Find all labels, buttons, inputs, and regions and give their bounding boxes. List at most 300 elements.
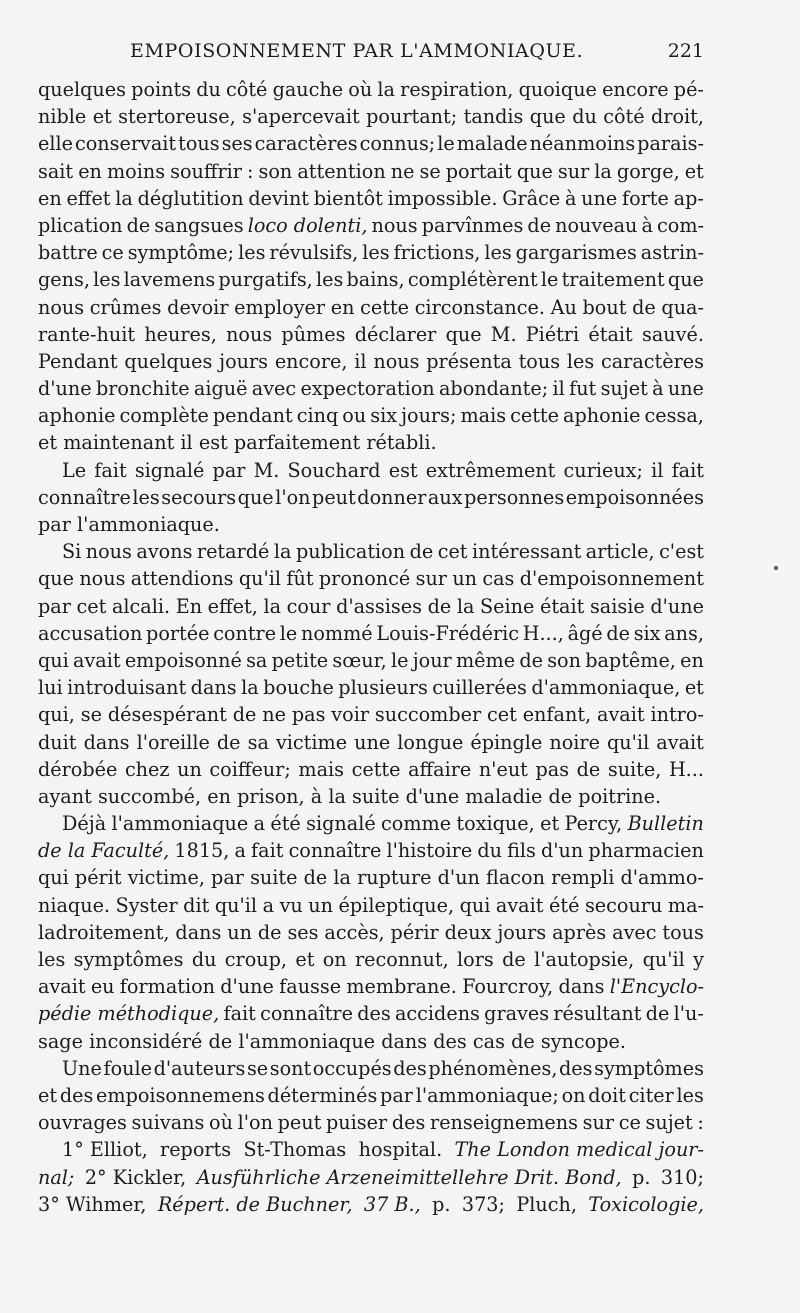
word: en <box>38 186 62 210</box>
word: intéressant <box>472 540 582 564</box>
word: bains, <box>346 268 405 292</box>
word: jours; <box>401 404 457 428</box>
word: encore, <box>274 349 348 373</box>
text-line <box>38 810 704 837</box>
word: : <box>247 159 254 183</box>
word: chez <box>124 757 170 781</box>
word: qui, <box>38 703 75 727</box>
word: battre <box>38 241 98 265</box>
text-line <box>38 701 704 728</box>
word: mais <box>460 404 507 428</box>
text-line <box>38 76 704 103</box>
word: prison, <box>237 784 305 808</box>
word: gorge, <box>616 159 680 183</box>
word: l'oreille <box>136 730 210 754</box>
word: d'empoisonnement <box>519 567 704 591</box>
word: formation <box>119 975 216 999</box>
word: côté <box>226 78 268 101</box>
word: symptôme; <box>127 241 235 265</box>
word: sur <box>415 567 447 591</box>
word: nible <box>38 105 87 129</box>
word: il <box>354 349 367 373</box>
word: nous <box>226 322 273 346</box>
word: reconnut, <box>355 948 449 971</box>
word: conservait <box>74 132 177 156</box>
word: connaître <box>288 839 382 863</box>
word: cet <box>76 594 107 618</box>
word: frictions, <box>393 241 481 265</box>
word: avait <box>495 893 544 917</box>
word: d'un <box>541 839 584 863</box>
word: le <box>390 648 409 672</box>
word: baptême, <box>585 648 676 672</box>
word: syncope. <box>540 1029 626 1053</box>
word: ses <box>221 132 253 156</box>
word: nous <box>371 213 418 237</box>
word: encore <box>602 78 669 101</box>
word: périr <box>390 920 439 944</box>
word: prononcé <box>318 567 411 591</box>
word: Répert. de Buchner, <box>157 1192 353 1216</box>
word: de <box>548 784 573 808</box>
word: rétabli. <box>366 431 437 455</box>
word: déclarer <box>354 322 437 346</box>
word: il <box>651 458 664 482</box>
word: gargarismes <box>515 241 637 265</box>
word: droit, <box>651 105 704 129</box>
word: gens, <box>38 268 90 292</box>
word: d'une <box>38 377 92 401</box>
word: saisie <box>589 594 645 618</box>
word: pé- <box>673 78 704 101</box>
word: p. <box>632 1165 651 1189</box>
word: citer <box>628 1083 674 1107</box>
word: puiser <box>326 1111 388 1135</box>
word: points <box>131 78 192 101</box>
word: Piétri <box>525 322 580 346</box>
word: sœur, <box>332 648 387 672</box>
page-number: 221 <box>667 40 704 62</box>
word: peut <box>312 485 356 509</box>
word: extrêmement <box>425 458 556 482</box>
word: de <box>502 948 526 971</box>
word: comme <box>381 812 452 836</box>
word: dans <box>175 920 222 944</box>
word: croup, <box>224 948 288 971</box>
word: par <box>38 513 71 536</box>
word: les <box>38 948 66 971</box>
word: sujet <box>645 1111 693 1135</box>
word: empoisonnemens <box>96 1083 265 1107</box>
word: la <box>273 540 292 564</box>
text-line <box>38 402 704 429</box>
word: a <box>262 893 275 917</box>
word: les <box>676 1083 704 1107</box>
word: Ausführliche Arzeneimittellehre Drit. Bond, <box>196 1165 622 1189</box>
word: fût <box>286 567 314 591</box>
word: rante-huit <box>38 322 136 346</box>
word: à <box>564 186 577 210</box>
word: dans <box>83 730 130 754</box>
word: avec <box>612 920 657 944</box>
word: Pluch, <box>516 1192 577 1216</box>
word: dans <box>381 1029 428 1053</box>
word: rempli <box>551 866 615 890</box>
text-line <box>38 212 704 239</box>
word: les <box>566 349 595 373</box>
word: été <box>270 812 301 836</box>
word: aphonie <box>563 404 641 428</box>
word: lavemens <box>123 268 216 292</box>
word: portée <box>146 621 210 645</box>
word: aphonie <box>38 404 116 428</box>
text-line <box>38 130 704 157</box>
word: qu'il <box>642 948 685 971</box>
text-line <box>38 348 704 375</box>
word: d'assises <box>336 594 422 618</box>
word: un <box>452 567 478 591</box>
word: en <box>680 648 704 672</box>
word: était <box>539 594 585 618</box>
word: succombé, <box>97 784 202 808</box>
word: y <box>693 948 704 971</box>
word: forte <box>621 186 669 210</box>
word: que <box>667 268 704 292</box>
word: niaque. <box>38 893 111 917</box>
word: tous <box>178 132 220 156</box>
text-line <box>38 973 704 1000</box>
word: de <box>632 295 656 319</box>
text-line <box>38 647 704 674</box>
word: enfant, <box>522 703 592 727</box>
word: 1815, <box>174 839 230 863</box>
word: une <box>667 377 704 401</box>
word: petite <box>271 648 329 672</box>
word: la <box>377 78 395 101</box>
word: cinq <box>296 404 339 428</box>
word: malade <box>456 132 528 156</box>
word: vu <box>279 893 303 917</box>
word: les <box>93 268 121 292</box>
word: complète <box>119 404 209 428</box>
word: qu'il <box>238 567 282 591</box>
word: Louis-Frédéric <box>376 621 520 645</box>
word: âgé <box>567 621 603 645</box>
word: connaître <box>38 485 131 509</box>
word: caractères <box>254 132 358 156</box>
word: article, <box>585 540 655 564</box>
word: jours <box>497 920 547 944</box>
text-line <box>38 1164 704 1191</box>
text-line <box>38 511 704 538</box>
word: sur <box>582 1111 615 1135</box>
word: reports <box>160 1138 232 1162</box>
word: pas <box>535 757 570 781</box>
word: complétèrent <box>407 268 538 292</box>
word: ce <box>101 241 124 265</box>
word: alcali. <box>111 594 171 618</box>
word: contre <box>213 621 277 645</box>
word: cas <box>472 1029 505 1053</box>
word: bientôt <box>313 186 383 210</box>
word: la <box>594 159 612 183</box>
word: qui <box>38 648 69 672</box>
word: des <box>391 1111 426 1135</box>
word: Souchard <box>287 458 381 482</box>
word: qua- <box>661 295 704 319</box>
word: Bulletin <box>627 812 704 836</box>
word: l'autopsie, <box>534 948 635 971</box>
word: la <box>241 676 259 700</box>
word: la <box>263 594 282 618</box>
word: par <box>38 594 71 618</box>
word: et <box>684 159 704 183</box>
word: de <box>606 621 630 645</box>
word: un <box>308 893 334 917</box>
word: de la Faculté, <box>38 839 170 863</box>
word: ne <box>262 703 286 727</box>
word: de <box>576 757 601 781</box>
text-line <box>38 1082 704 1109</box>
word: publication <box>295 540 406 564</box>
word: connus; <box>359 132 436 156</box>
word: sa <box>246 648 268 672</box>
word: les <box>315 268 344 292</box>
word: tandis <box>463 105 524 129</box>
word: ap- <box>673 186 704 210</box>
word: d'une <box>650 594 704 618</box>
word: ma- <box>667 893 704 917</box>
word: c'est <box>659 540 704 564</box>
text-line <box>38 892 704 919</box>
word: connaître <box>260 1002 353 1026</box>
word: victime, <box>127 866 205 890</box>
word: six <box>370 404 398 428</box>
word: l'ammoniaque <box>238 1029 376 1053</box>
word: son <box>258 159 293 183</box>
word: En <box>175 594 203 618</box>
word: secouru <box>584 893 663 917</box>
word: cas <box>482 567 515 591</box>
text-line <box>38 837 704 864</box>
text-line <box>38 864 704 891</box>
word: que <box>38 567 74 591</box>
word: en <box>78 159 102 183</box>
word: : <box>697 1111 704 1135</box>
word: gauche <box>272 78 344 101</box>
word: de <box>511 1029 535 1053</box>
word: deux <box>444 920 492 944</box>
word: secours <box>161 485 237 509</box>
word: astrin- <box>640 241 704 265</box>
word: périt <box>74 866 122 890</box>
word: portait <box>445 159 512 183</box>
word: fut <box>569 377 597 401</box>
word: poitrine. <box>578 784 662 808</box>
word: la <box>115 186 133 210</box>
word: du <box>191 948 217 971</box>
word: avait <box>38 975 86 999</box>
word: déterminés <box>267 1083 378 1107</box>
word: de <box>303 866 328 890</box>
word: fausse <box>279 975 342 999</box>
word: dans <box>190 676 237 700</box>
word: suite, <box>607 757 662 781</box>
text-line <box>38 1028 704 1055</box>
word: victime <box>275 730 348 754</box>
word: nommé <box>301 621 373 645</box>
word: duit <box>38 730 77 754</box>
word: nous <box>373 349 420 373</box>
word: qu'il <box>214 893 258 917</box>
word: du <box>477 839 502 863</box>
word: désespérant <box>107 703 227 727</box>
text-line <box>38 674 704 701</box>
text-line <box>38 239 704 266</box>
word: com- <box>657 213 704 237</box>
word: H... <box>668 757 704 781</box>
word: flacon <box>486 866 545 890</box>
word: stertoreuse, <box>118 105 236 129</box>
word: n'eut <box>478 757 528 781</box>
text-line <box>38 593 704 620</box>
word: graves <box>484 1002 550 1026</box>
word: dérobée <box>38 757 118 781</box>
word: des <box>433 1029 467 1053</box>
word: avait <box>656 730 704 754</box>
word: eu <box>90 975 115 999</box>
word: hospital. <box>358 1138 443 1162</box>
word: l'ammoniaque <box>111 812 249 836</box>
word: se <box>80 703 102 727</box>
word: effet <box>66 186 111 210</box>
word: cet <box>487 703 517 727</box>
word: sait <box>38 159 74 183</box>
word: par <box>212 458 246 482</box>
word: de <box>409 540 434 564</box>
word: aiguë <box>193 377 248 401</box>
text-line <box>38 946 704 973</box>
word: bronchite <box>95 377 190 401</box>
word: avec <box>251 377 297 401</box>
word: les <box>362 241 390 265</box>
word: sujet <box>600 377 648 401</box>
word: nal; <box>38 1165 75 1189</box>
word: où <box>348 78 373 101</box>
running-title: EMPOISONNEMENT PAR L'AMMONIAQUE. <box>130 40 584 62</box>
word: lui <box>38 676 63 700</box>
word: loco dolenti, <box>247 213 368 237</box>
text-line <box>38 484 704 511</box>
word: ses <box>287 920 319 944</box>
word: Seine <box>480 594 535 618</box>
word: le <box>279 621 298 645</box>
word: mais <box>298 757 345 781</box>
text-line <box>38 1109 704 1136</box>
text-line <box>38 375 704 402</box>
word: plusieurs <box>338 676 428 700</box>
word: l'on <box>237 1111 273 1135</box>
word: caractères <box>601 349 704 373</box>
word: Syster <box>115 893 178 917</box>
word: cour <box>286 594 331 618</box>
word: succomber <box>374 703 482 727</box>
word: ladroitement, <box>38 920 170 944</box>
word: d'un <box>437 866 480 890</box>
text-line <box>38 266 704 293</box>
word: effet, <box>207 594 258 618</box>
word: été <box>549 893 580 917</box>
word: la <box>328 784 346 808</box>
word: p. <box>432 1192 451 1216</box>
text-line <box>38 1136 704 1163</box>
text-line <box>38 919 704 946</box>
word: pédie méthodique, <box>38 1002 220 1026</box>
word: noire <box>549 730 600 754</box>
word: et <box>540 812 560 836</box>
word: parais- <box>637 132 704 156</box>
word: Au <box>550 295 577 319</box>
word: d'ammoniaque, <box>531 676 681 700</box>
word: cette <box>510 404 559 428</box>
word: les <box>132 485 160 509</box>
word: sauvé. <box>641 322 704 346</box>
word: révulsifs, <box>269 241 359 265</box>
word: renseignemens <box>430 1111 578 1135</box>
word: circonstance. <box>414 295 545 319</box>
word: un <box>177 757 202 781</box>
word: accidens <box>394 1002 480 1026</box>
word: abondante; <box>438 377 549 401</box>
word: d'une <box>405 784 460 808</box>
word: maladie <box>465 784 543 808</box>
word: pourtant; <box>366 105 458 129</box>
word: le <box>437 132 455 156</box>
word: toxique, <box>456 812 535 836</box>
word: souffrir <box>170 159 242 183</box>
text-line <box>38 158 704 185</box>
word: de <box>232 703 257 727</box>
word: des <box>393 1056 427 1080</box>
word: parvînmes <box>421 213 524 237</box>
word: de <box>519 648 543 672</box>
word: du <box>196 78 221 101</box>
word: sont <box>269 1056 312 1080</box>
word: d'ammo- <box>620 866 704 890</box>
text-line <box>38 538 704 565</box>
word: nous <box>38 295 85 319</box>
word: ne <box>390 159 415 183</box>
word: quelques <box>38 78 126 101</box>
word: cessa, <box>644 404 704 428</box>
word: retardé <box>196 540 270 564</box>
word: tous <box>518 349 561 373</box>
word: que <box>516 159 553 183</box>
word: était <box>588 322 633 346</box>
word: sage <box>38 1029 83 1053</box>
word: même <box>455 648 516 672</box>
word: pendant <box>212 404 293 428</box>
word: avait <box>73 648 121 672</box>
text-line <box>38 729 704 756</box>
text-line <box>38 783 704 810</box>
word: empoisonnées <box>565 485 704 509</box>
word: fait <box>94 458 127 482</box>
word: de <box>257 920 282 944</box>
word: introduisant <box>67 676 187 700</box>
word: inconsidéré <box>89 1029 203 1053</box>
word: et <box>92 105 112 129</box>
